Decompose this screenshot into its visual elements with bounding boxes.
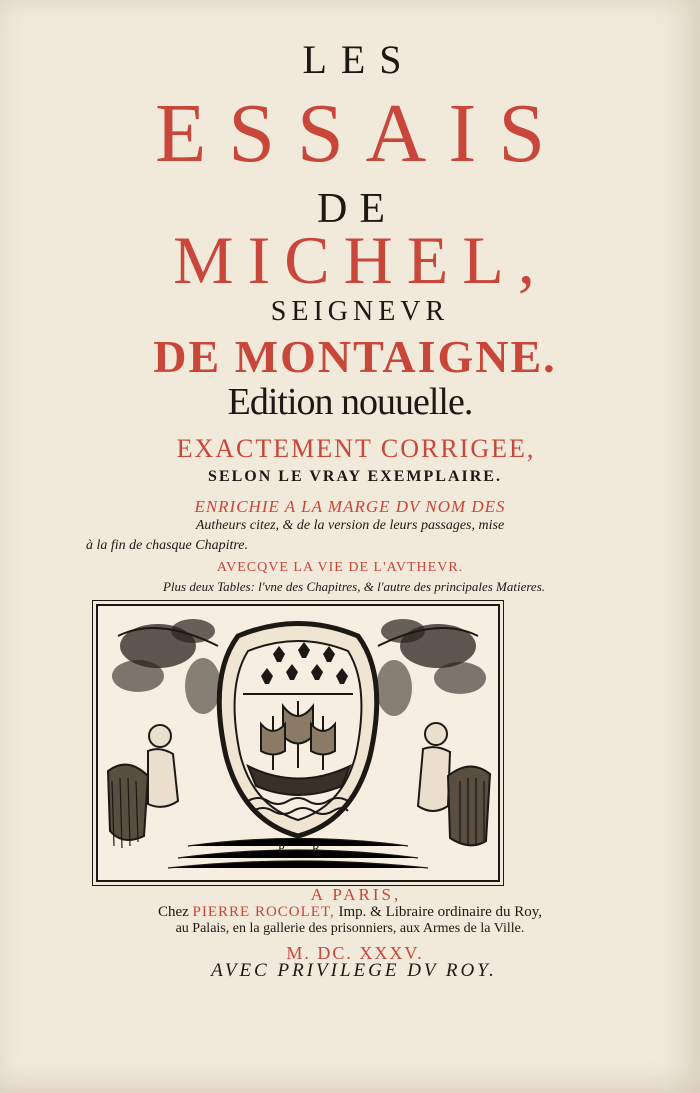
monogram-left: P <box>278 841 285 855</box>
river-figure-left-icon <box>108 725 178 848</box>
foliage-left-icon <box>112 619 221 714</box>
imprint-publisher-line <box>0 905 700 920</box>
authors-cited-line: Autheurs citez, & de la version de leurs passages, mise <box>195 518 505 533</box>
imprint-city: A PARIS, <box>310 885 402 904</box>
shield-icon <box>219 624 377 837</box>
woodcut-illustration <box>98 606 498 880</box>
printer-device-woodcut <box>96 604 500 882</box>
corrected-line: EXACTEMENT CORRIGEE, <box>176 434 536 463</box>
imprint-chez: Chez <box>157 904 189 920</box>
imprint-chez-rest: Imp. & Libraire ordinaire du Roy, <box>338 904 543 920</box>
life-of-author-line: AVECQVE LA VIE DE L'AVTHEVR. <box>216 560 464 575</box>
author-title: SEIGNEVR <box>270 296 450 327</box>
foliage-right-icon <box>376 619 486 716</box>
river-figure-right-icon <box>418 723 490 846</box>
royal-privilege: AVEC PRIVILEGE DV ROY. <box>211 960 497 981</box>
enriched-line: ENRICHIE A LA MARGE DV NOM DES <box>194 497 506 516</box>
title-les: LES <box>302 37 416 82</box>
edition-line: Edition nouuelle. <box>227 381 473 423</box>
monogram-right: R <box>312 841 321 855</box>
author-first-name: MICHEL, <box>173 222 549 298</box>
author-surname: DE MONTAIGNE. <box>153 331 557 382</box>
exemplar-line: SELON LE VRAY EXEMPLAIRE. <box>208 468 502 485</box>
title-de: DE <box>317 186 397 232</box>
imprint-publisher: PIERRE ROCOLET, <box>192 904 335 920</box>
imprint-date: M. DC. XXXV. <box>286 943 424 963</box>
imprint-address: au Palais, en la gallerie des prisonniers, aux Armes de la Ville. <box>175 921 525 936</box>
tables-line: Plus deux Tables: l'vne des Chapitres, & l'autre des principales Matieres. <box>162 579 546 594</box>
chapter-end-line: à la fin de chasque Chapitre. <box>86 538 249 553</box>
title-essais: ESSAIS <box>154 87 568 180</box>
